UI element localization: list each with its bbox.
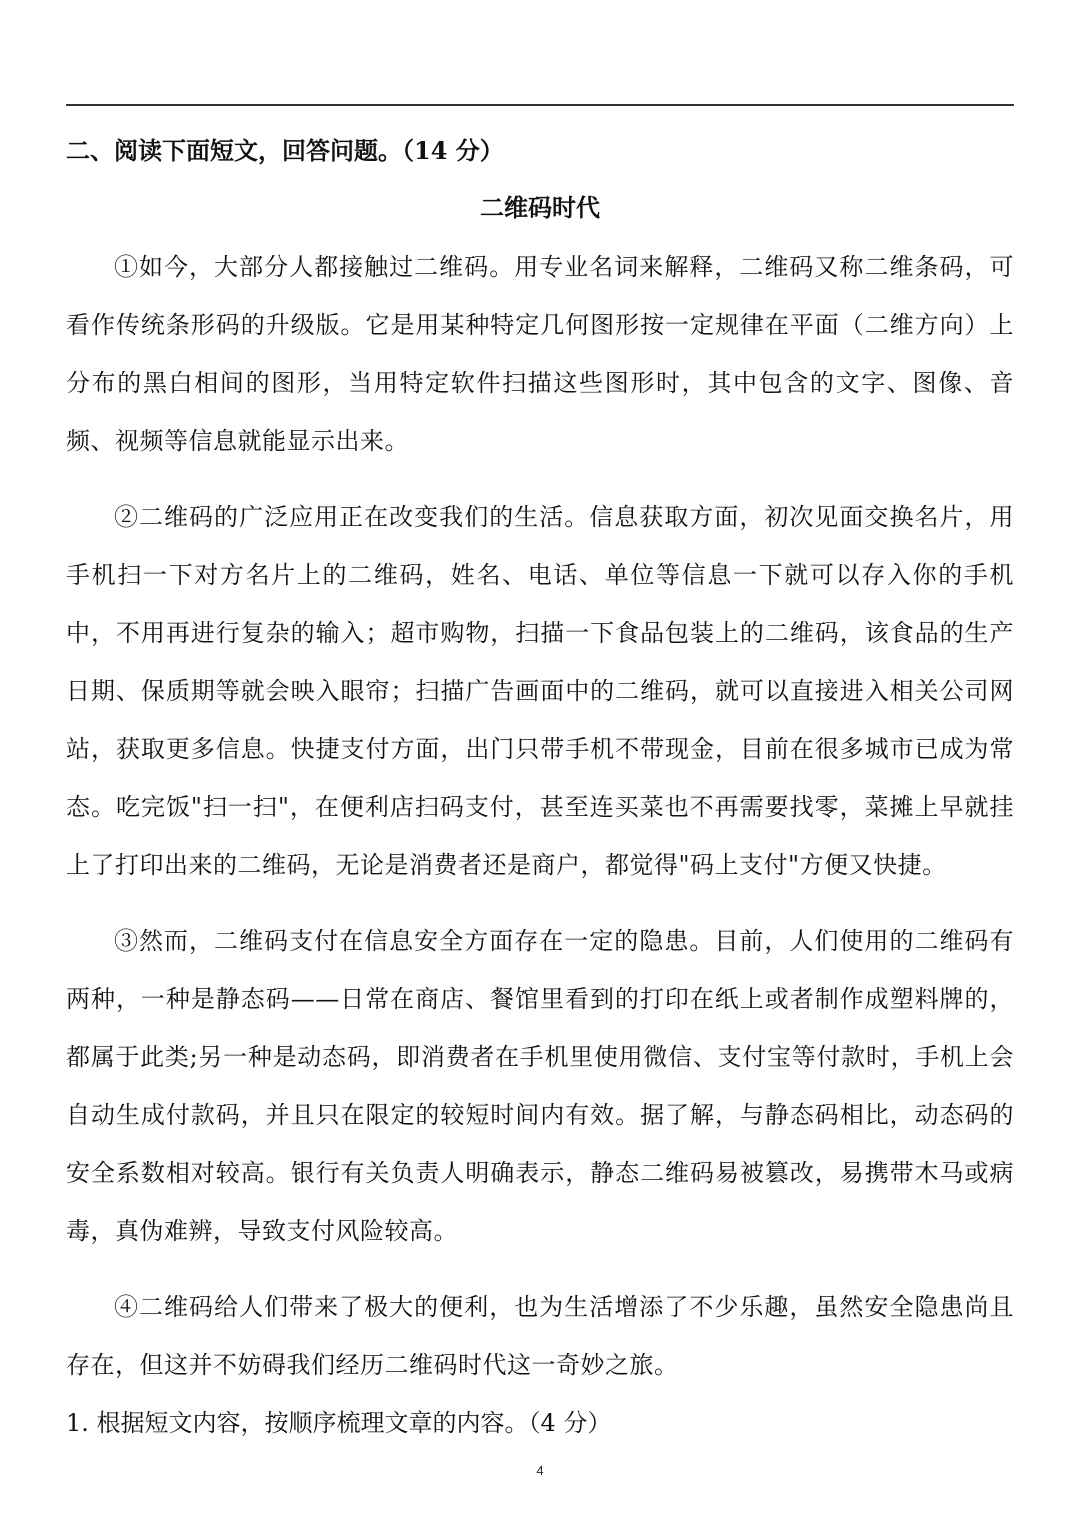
paragraph-3: ③然而，二维码支付在信息安全方面存在一定的隐患。目前，人们使用的二维码有两种，一种是静态码——日常在商店、餐馆里看到的打印在纸上或者制作成塑料牌的，都属于此类;另一种是动态码，即消费者在手机里使用微信、支付宝等付款时，手机上会自动生成付款码，并且只在限定的较短时间内有效。据了解，与静态码相比，动态码的安全系数相对较高。银行有关负责人明确表示，静态二维码易被篡改，易携带木马或病毒，真伪难辨，导致支付风险较高。 <box>66 927 1014 1245</box>
page-number: 4 <box>536 1463 544 1478</box>
question-1: 1. 根据短文内容，按顺序梳理文章的内容。（4 分） <box>66 1409 612 1437</box>
section-heading: 二、阅读下面短文，回答问题。（14 分） <box>66 136 504 165</box>
paragraph-2: ②二维码的广泛应用正在改变我们的生活。信息获取方面，初次见面交换名片，用手机扫一下对方名片上的二维码，姓名、电话、单位等信息一下就可以存入你的手机中，不用再进行复杂的输入；超市购物，扫描一下食品包装上的二维码，该食品的生产日期、保质期等就会映入眼帘；扫描广告画面中的二维码，就可以直接进入相关公司网站，获取更多信息。快捷支付方面，出门只带手机不带现金，目前在很多城市已成为常态。吃完饭"扫一扫"，在便利店扫码支付，甚至连买菜也不再需要找零，菜摊上早就挂上了打印出来的二维码，无论是消费者还是商户，都觉得"码上支付"方便又快捷。 <box>66 503 1014 879</box>
article-title: 二维码时代 <box>480 193 600 222</box>
paragraph-1: ①如今，大部分人都接触过二维码。用专业名词来解释，二维码又称二维条码，可看作传统条形码的升级版。它是用某种特定几何图形按一定规律在平面（二维方向）上分布的黑白相间的图形，当用特定软件扫描这些图形时，其中包含的文字、图像、音频、视频等信息就能显示出来。 <box>66 253 1014 455</box>
paragraph-4: ④二维码给人们带来了极大的便利，也为生活增添了不少乐趣，虽然安全隐患尚且存在，但这并不妨碍我们经历二维码时代这一奇妙之旅。 <box>66 1293 1014 1379</box>
header-divider-line <box>66 104 1014 106</box>
